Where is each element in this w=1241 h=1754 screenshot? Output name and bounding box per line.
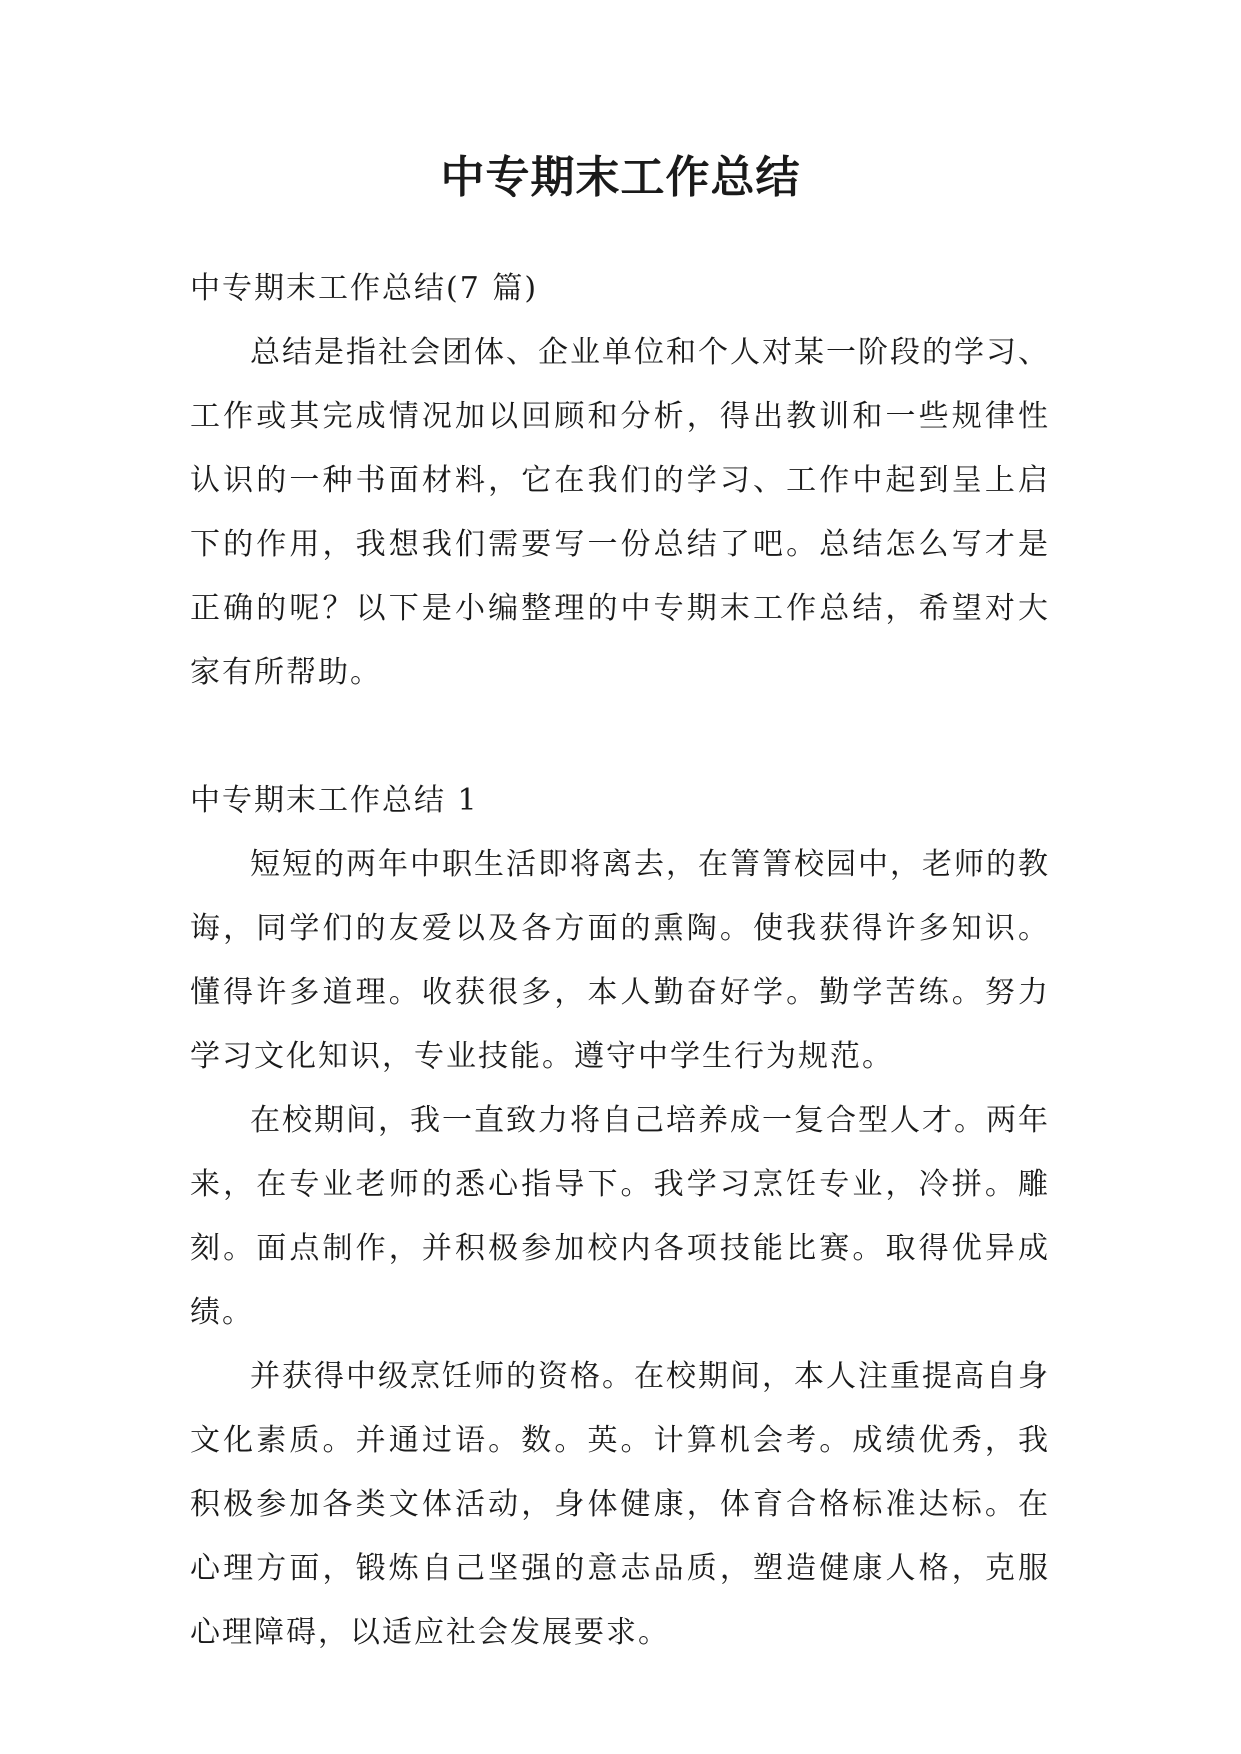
page-title: 中专期末工作总结 [440,152,801,203]
section-heading: 中专期末工作总结 1 [190,783,479,818]
body-paragraph: 并获得中级烹饪师的资格。在校期间，本人注重提高自身文化素质。并通过语。数。英。计算机会考。成绩优秀，我积极参加各类文体活动，身体健康，体育合格标准达标。在心理方面，锻炼自己坚强的意志品质，塑造健康人格，克服心理障碍，以适应社会发展要求。 [190,1359,1050,1650]
document-body [190,257,1050,1665]
intro-heading: 中专期末工作总结(7 篇) [190,271,539,306]
body-paragraph: 短短的两年中职生活即将离去，在箐箐校园中，老师的教诲，同学们的友爱以及各方面的熏陶。使我获得许多知识。懂得许多道理。收获很多，本人勤奋好学。勤学苦练。努力学习文化知识，专业技能。遵守中学生行为规范。 [190,847,1050,1074]
intro-paragraph: 总结是指社会团体、企业单位和个人对某一阶段的学习、工作或其完成情况加以回顾和分析，得出教训和一些规律性认识的一种书面材料，它在我们的学习、工作中起到呈上启下的作用，我想我们需要写一份总结了吧。总结怎么写才是正确的呢？以下是小编整理的中专期末工作总结，希望对大家有所帮助。 [190,335,1050,690]
section-spacer [190,705,1050,769]
body-paragraph: 在校期间，我一直致力将自己培养成一复合型人才。两年来，在专业老师的悉心指导下。我学习烹饪专业，冷拼。雕刻。面点制作，并积极参加校内各项技能比赛。取得优异成绩。 [190,1103,1050,1330]
